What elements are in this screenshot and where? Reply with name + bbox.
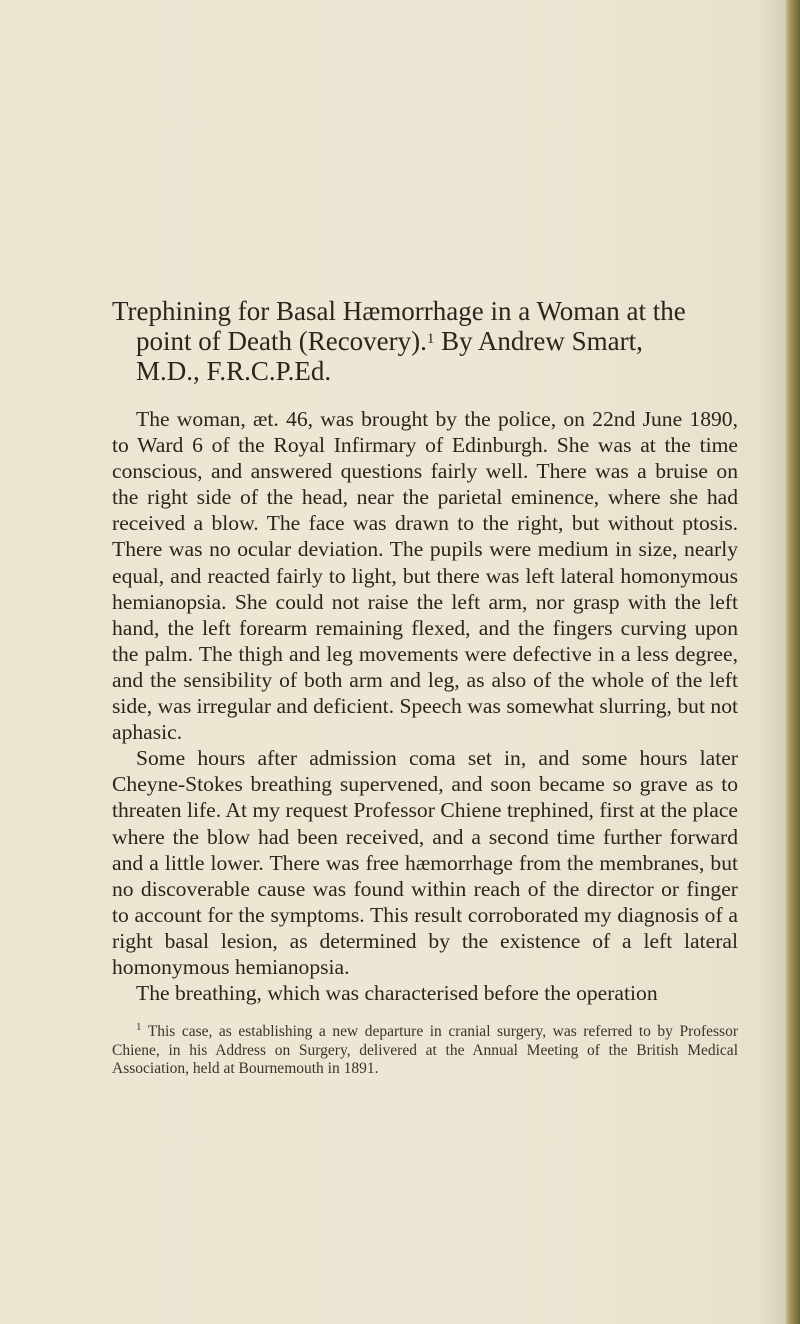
title-line-2 <box>112 326 738 356</box>
footnote-text: This case, as establishing a new departure in cranial surgery, was referred to by Professor Chiene, in his Address on Surgery, delivered at the Annual Meeting of the British Medical Association, held at Bournemouth in 1891. <box>112 1023 738 1078</box>
title-line-2-part-b: By Andrew Smart, <box>434 326 643 356</box>
title-line-3: M.D., F.R.C.P.Ed. <box>136 356 332 386</box>
article-body <box>112 406 738 1006</box>
paragraph-2: Some hours after admission coma set in, and some hours later Cheyne-Stokes breathing supervened, and soon became so grave as to threaten life. At my request Professor Chiene trephined, first at the place where the blow had been received, and a second time further forward and a little lower. There was free hæmorrhage from the membranes, but no discoverable cause was found within reach of the director or finger to account for the symptoms. This result corroborated my diagnosis of a right basal lesion, as determined by the existence of a left lateral homonymous hemianopsia. <box>112 746 738 979</box>
paragraph-1: The woman, æt. 46, was brought by the police, on 22nd June 1890, to Ward 6 of the Royal Infirmary of Edinburgh. She was at the time conscious, and answered questions fairly well. There was a bruise on the right side of the head, near the parietal eminence, where she had received a blow. The face was drawn to the right, but without ptosis. There was no ocular deviation. The pupils were medium in size, nearly equal, and reacted fairly to light, but there was left lateral homonymous hemianopsia. She could not raise the left arm, nor grasp with the left hand, the left forearm remaining flexed, and the fingers curving upon the palm. The thigh and leg movements were defective in a less degree, and the sensibility of both arm and leg, as also of the whole of the left side, was irregular and deficient. Speech was somewhat slurring, but not aphasic. <box>112 407 738 745</box>
page-content <box>112 296 738 1079</box>
book-spine-edge <box>786 0 800 1324</box>
title-footnote-ref: 1 <box>426 331 435 347</box>
footnote-marker: 1 <box>136 1021 142 1034</box>
paragraph-3: The breathing, which was characterised before the operation <box>136 981 658 1006</box>
spine-shadow <box>760 0 786 1324</box>
title-line-2-part-a: point of Death (Recovery). <box>136 326 427 356</box>
title-line-1: Trephining for Basal Hæmorrhage in a Woman at the <box>112 296 686 326</box>
article-title <box>112 296 738 386</box>
footnote <box>112 1018 738 1079</box>
